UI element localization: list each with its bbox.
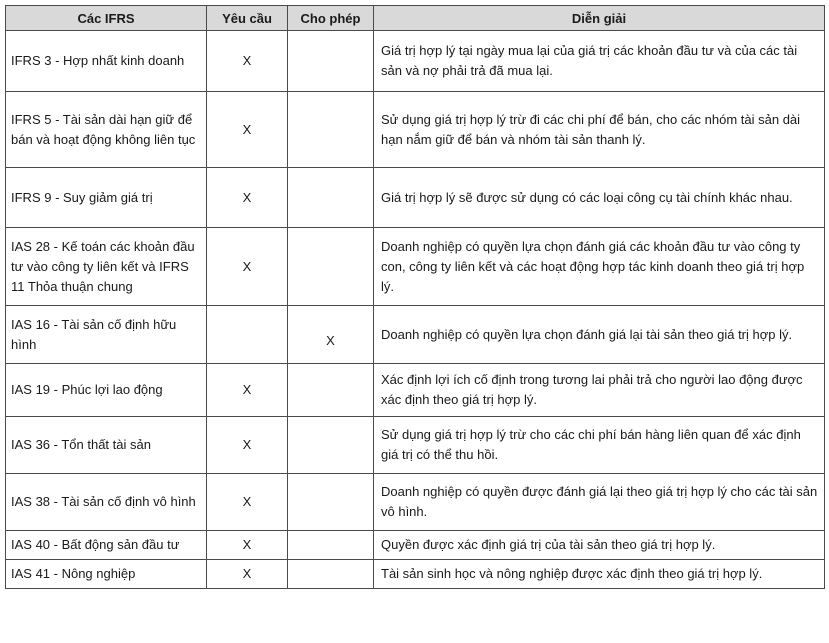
header-standard: Các IFRS (6, 6, 207, 31)
description-cell: Tài sản sinh học và nông nghiệp được xác định theo giá trị hợp lý. (374, 560, 825, 589)
required-cell (207, 306, 288, 364)
required-cell: X (207, 531, 288, 560)
required-cell: X (207, 168, 288, 228)
description-cell: Sử dụng giá trị hợp lý trừ đi các chi phí để bán, cho các nhóm tài sản dài hạn nắm giữ để bán và nhóm tài sản thanh lý. (374, 92, 825, 168)
description-cell: Doanh nghiệp có quyền được đánh giá lại theo giá trị hợp lý cho các tài sản vô hình. (374, 474, 825, 531)
header-description: Diễn giải (374, 6, 825, 31)
permitted-cell: X (288, 306, 374, 364)
table-row (6, 474, 825, 531)
standard-cell: IFRS 3 - Hợp nhất kinh doanh (6, 31, 207, 92)
permitted-cell (288, 168, 374, 228)
required-cell: X (207, 92, 288, 168)
description-cell: Quyền được xác định giá trị của tài sản theo giá trị hợp lý. (374, 531, 825, 560)
standard-cell: IAS 19 - Phúc lợi lao động (6, 364, 207, 417)
table-row (6, 168, 825, 228)
permitted-cell (288, 31, 374, 92)
required-cell: X (207, 474, 288, 531)
description-cell: Giá trị hợp lý sẽ được sử dụng có các loại công cụ tài chính khác nhau. (374, 168, 825, 228)
permitted-cell (288, 228, 374, 306)
table-row (6, 92, 825, 168)
table-row (6, 560, 825, 589)
required-cell: X (207, 228, 288, 306)
table-row (6, 31, 825, 92)
header-permitted: Cho phép (288, 6, 374, 31)
standard-cell: IAS 28 - Kế toán các khoản đầu tư vào công ty liên kết và IFRS 11 Thỏa thuận chung (6, 228, 207, 306)
standard-cell: IFRS 5 - Tài sản dài hạn giữ để bán và hoạt động không liên tục (6, 92, 207, 168)
permitted-cell (288, 474, 374, 531)
permitted-cell (288, 417, 374, 474)
required-cell: X (207, 364, 288, 417)
required-cell: X (207, 31, 288, 92)
table-row (6, 417, 825, 474)
table-row (6, 228, 825, 306)
standard-cell: IAS 40 - Bất động sản đầu tư (6, 531, 207, 560)
permitted-cell (288, 92, 374, 168)
description-cell: Doanh nghiệp có quyền lựa chọn đánh giá các khoản đầu tư vào công ty con, công ty liên kết và các hoạt động hợp tác kinh doanh theo giá trị hợp lý. (374, 228, 825, 306)
table-row (6, 531, 825, 560)
description-cell: Xác định lợi ích cố định trong tương lai phải trả cho người lao động được xác định theo giá trị hợp lý. (374, 364, 825, 417)
standard-cell: IFRS 9 - Suy giảm giá trị (6, 168, 207, 228)
standard-cell: IAS 36 - Tổn thất tài sản (6, 417, 207, 474)
permitted-cell (288, 560, 374, 589)
permitted-cell (288, 531, 374, 560)
standard-cell: IAS 16 - Tài sản cố định hữu hình (6, 306, 207, 364)
required-cell: X (207, 417, 288, 474)
required-cell: X (207, 560, 288, 589)
ifrs-fair-value-table (5, 5, 825, 589)
standard-cell: IAS 41 - Nông nghiệp (6, 560, 207, 589)
table-row (6, 364, 825, 417)
permitted-cell (288, 364, 374, 417)
table-row (6, 306, 825, 364)
standard-cell: IAS 38 - Tài sản cố định vô hình (6, 474, 207, 531)
table-header-row (6, 6, 825, 31)
header-required: Yêu cầu (207, 6, 288, 31)
description-cell: Doanh nghiệp có quyền lựa chọn đánh giá lại tài sản theo giá trị hợp lý. (374, 306, 825, 364)
description-cell: Giá trị hợp lý tại ngày mua lại của giá trị các khoản đầu tư và của các tài sản và nợ phải trả đã mua lại. (374, 31, 825, 92)
description-cell: Sử dụng giá trị hợp lý trừ cho các chi phí bán hàng liên quan để xác định giá trị có thể thu hồi. (374, 417, 825, 474)
